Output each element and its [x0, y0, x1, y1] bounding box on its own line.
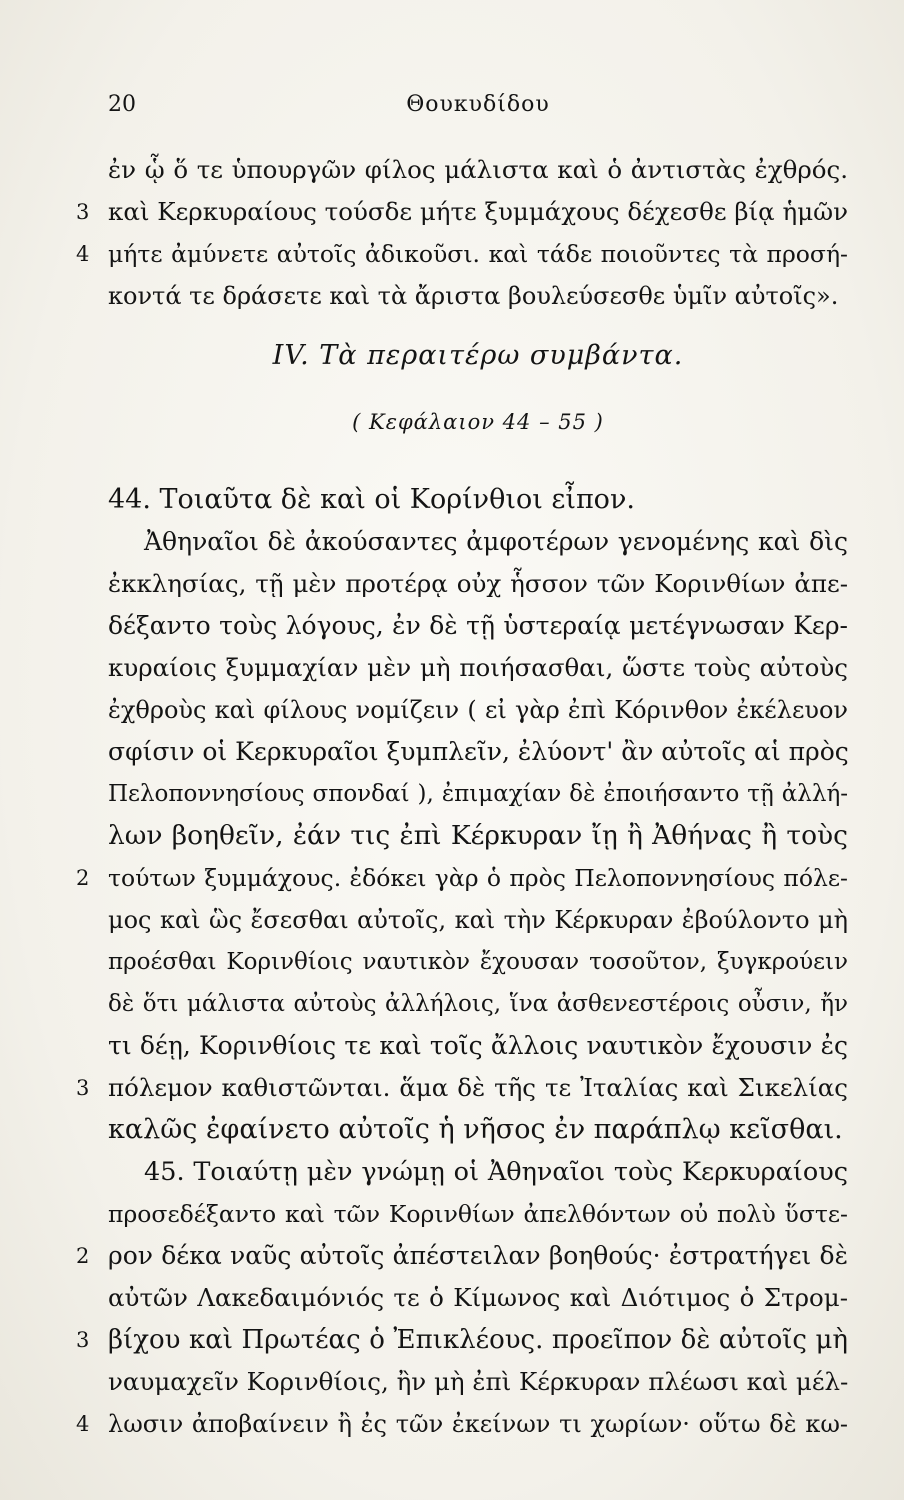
- text-line: λων βοηθεῖν, ἐάν τις ἐπὶ Κέρκυραν ἴῃ ἢ Ἀθήνας ἢ τοὺς: [108, 820, 848, 851]
- margin-number: 2: [76, 866, 90, 890]
- text-line: τούτων ξυμμάχους. ἐδόκει γὰρ ὁ πρὸς Πελοποννησίους πόλε-: [108, 864, 848, 892]
- text-line: προέσθαι Κορινθίοις ναυτικὸν ἔχουσαν τοσοῦτον, ξυγκρούειν: [108, 949, 848, 975]
- margin-number: 4: [76, 242, 90, 266]
- margin-number: 2: [76, 1244, 90, 1268]
- section-heading: IV. Τὰ περαιτέρω συμβάντα.: [272, 340, 684, 371]
- running-title: Θουκυδίδου: [406, 92, 550, 117]
- text-line: βίχου καὶ Πρωτέας ὁ Ἐπικλέους. προεῖπον δὲ αὐτοῖς μὴ: [108, 1325, 848, 1355]
- text-line: ναυμαχεῖν Κορινθίοις, ἢν μὴ ἐπὶ Κέρκυραν πλέωσι καὶ μέλ-: [108, 1367, 849, 1396]
- page-number: 20: [108, 92, 136, 117]
- text-line: τι δέῃ, Κορινθίοις τε καὶ τοῖς ἄλλοις ναυτικὸν ἔχουσιν ἐς: [108, 1031, 848, 1060]
- text-line: ἐχθροὺς καὶ φίλους νομίζειν ( εἰ γὰρ ἐπὶ Κόρινθον ἐκέλευον: [108, 696, 848, 724]
- text-line: λωσιν ἀποβαίνειν ἢ ἐς τῶν ἐκείνων τι χωρίων· οὕτω δὲ κω-: [108, 1410, 848, 1438]
- margin-number: 3: [76, 200, 90, 224]
- text-line: αὐτῶν Λακεδαιμόνιός τε ὁ Κίμωνος καὶ Διότιμος ὁ Στρομ-: [108, 1283, 848, 1312]
- text-line: ἐκκλησίας, τῇ μὲν προτέρᾳ οὐχ ἧσσον τῶν Κορινθίων ἀπε-: [108, 569, 848, 598]
- text-line: δὲ ὅτι μάλιστα αὐτοὺς ἀλλήλοις, ἵνα ἀσθενεστέροις οὖσιν, ἤν: [108, 991, 848, 1017]
- text-line: κοντά τε δράσετε καὶ τὰ ἄριστα βουλεύσεσθε ὑμῖν αὐτοῖς».: [108, 282, 839, 310]
- text-line: ρον δέκα ναῦς αὐτοῖς ἀπέστειλαν βοηθούς· ἐστρατήγει δὲ: [108, 1241, 848, 1270]
- chapter-range: ( Κεφάλαιον 44 – 55 ): [352, 410, 604, 434]
- page-header: [108, 92, 848, 128]
- text-line: μος καὶ ὣς ἔσεσθαι αὐτοῖς, καὶ τὴν Κέρκυραν ἐβούλοντο μὴ: [108, 906, 848, 934]
- chapter-44-opening: 44. Τοιαῦτα δὲ καὶ οἱ Κορίνθιοι εἶπον.: [108, 484, 635, 515]
- text-line: δέξαντο τοὺς λόγους, ἐν δὲ τῇ ὑστεραίᾳ μετέγνωσαν Κερ-: [108, 611, 848, 640]
- text-line: Πελοποννησίους σπονδαί ), ἐπιμαχίαν δὲ ἐποιήσαντο τῇ ἀλλή-: [108, 781, 848, 807]
- text-line: κυραίοις ξυμμαχίαν μὲν μὴ ποιήσασθαι, ὥστε τοὺς αὐτοὺς: [108, 653, 848, 682]
- text-line: ἐν ᾧ ὅ τε ὑπουργῶν φίλος μάλιστα καὶ ὁ ἀντιστὰς ἐχθρός.: [108, 155, 848, 184]
- chapter-45-opening: 45. Τοιαύτῃ μὲν γνώμῃ οἱ Ἀθηναῖοι τοὺς Κερκυραίους: [144, 1157, 848, 1187]
- text-line: μήτε ἀμύνετε αὐτοῖς ἀδικοῦσι. καὶ τάδε ποιοῦντες τὰ προσή-: [108, 240, 848, 268]
- text-line: προσεδέξαντο καὶ τῶν Κορινθίων ἀπελθόντων οὐ πολὺ ὕστε-: [108, 1200, 848, 1228]
- margin-number: 3: [76, 1328, 90, 1352]
- text-line: Ἀθηναῖοι δὲ ἀκούσαντες ἀμφοτέρων γενομένης καὶ δὶς: [144, 527, 848, 556]
- text-line: καὶ Κερκυραίους τούσδε μήτε ξυμμάχους δέχεσθε βίᾳ ἡμῶν: [108, 197, 848, 226]
- text-line: καλῶς ἐφαίνετο αὐτοῖς ἡ νῆσος ἐν παράπλῳ κεῖσθαι.: [108, 1114, 843, 1145]
- text-line: σφίσιν οἱ Κερκυραῖοι ξυμπλεῖν, ἐλύοντ' ἂν αὐτοῖς αἱ πρὸς: [108, 737, 849, 766]
- margin-number: 3: [76, 1076, 90, 1100]
- text-line: πόλεμον καθιστῶνται. ἅμα δὲ τῆς τε Ἰταλίας καὶ Σικελίας: [108, 1073, 848, 1102]
- margin-number: 4: [76, 1412, 90, 1436]
